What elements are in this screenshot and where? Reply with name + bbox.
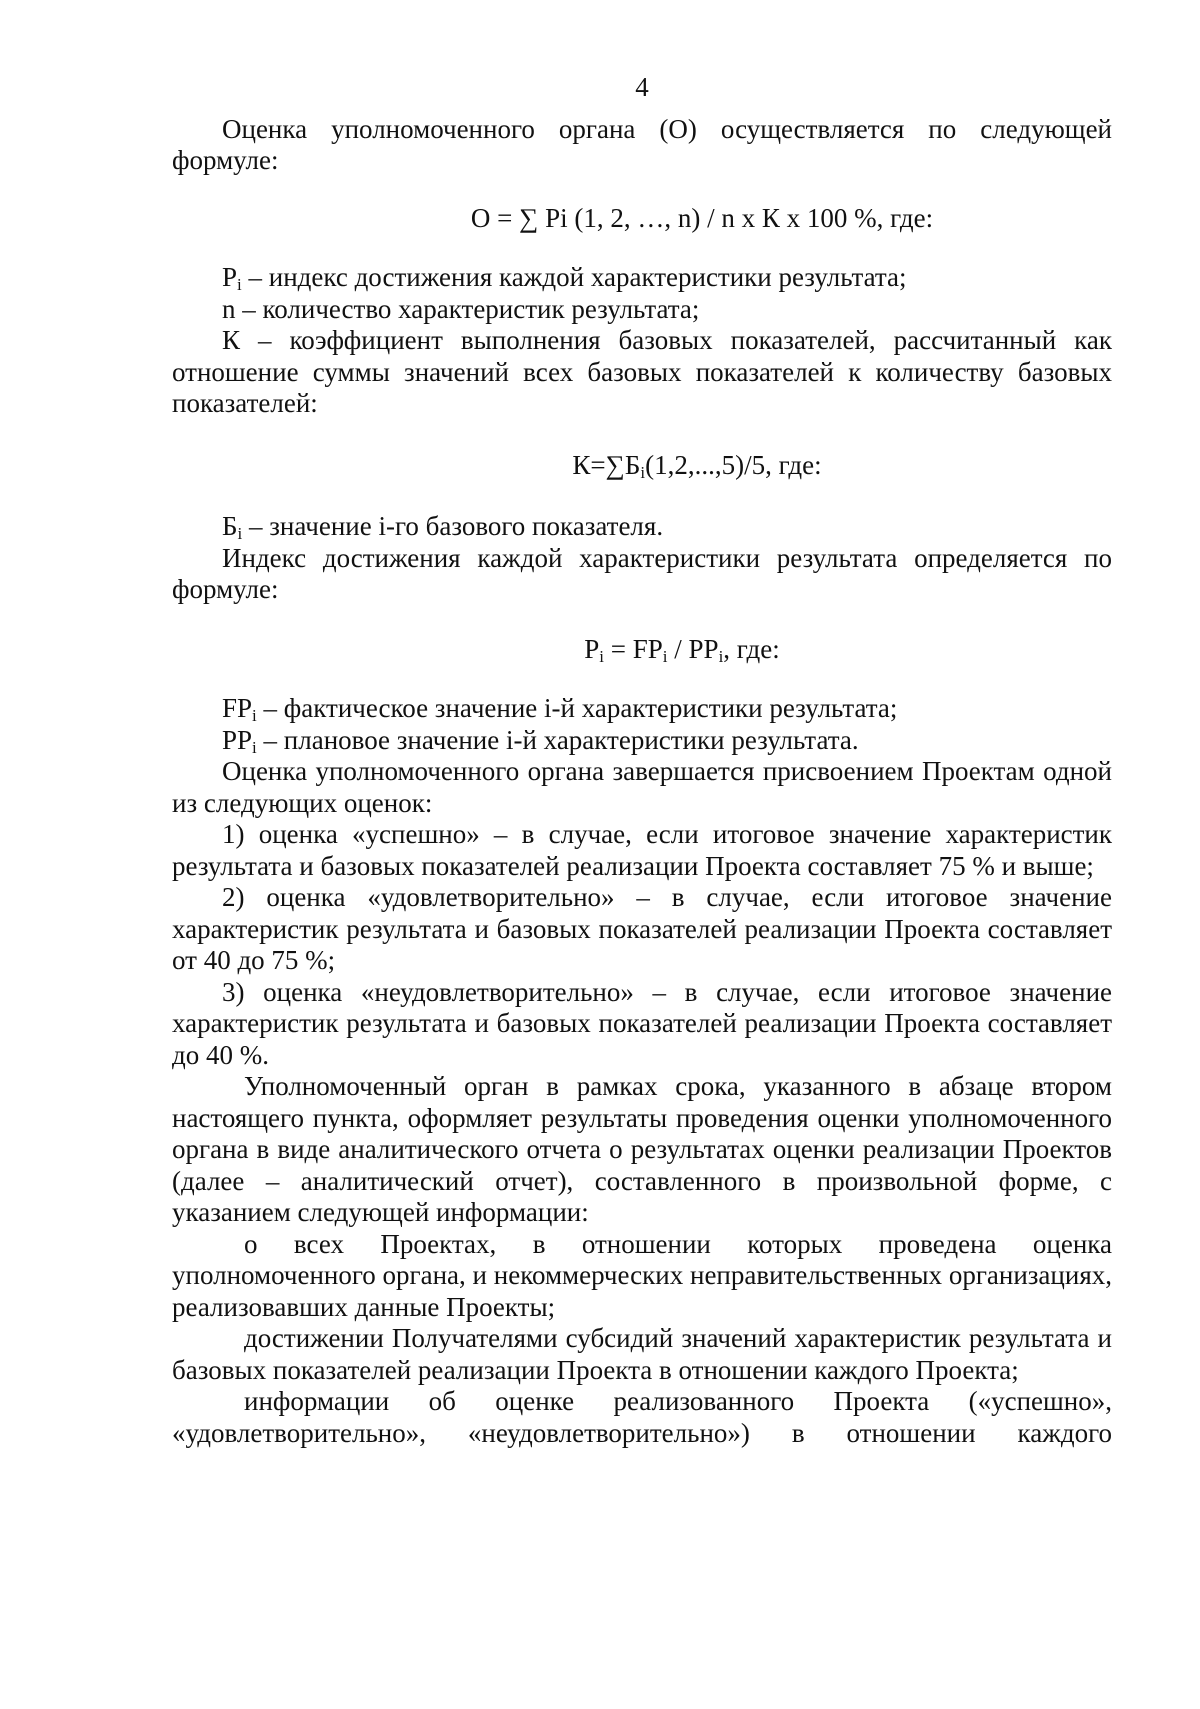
formula-pi-p-sub: i (599, 646, 605, 666)
formula-o-text: О = ∑ Pi (1, 2, …, n) / n х К х 100 %, где: (470, 202, 934, 233)
definition-ppi-letter: PP (222, 724, 253, 755)
formula-k (172, 450, 1112, 482)
definition-fpi-sub: i (252, 706, 257, 725)
definition-ppi-text: – плановое значение i-й характеристики результата. (256, 724, 859, 755)
formula-k-rest: (1,2,...,5)/5 (645, 449, 766, 480)
formula-k-main: К=∑Б (572, 449, 641, 480)
definition-bi-sub: i (237, 524, 243, 543)
definition-bi (172, 511, 1112, 543)
formula-o (172, 203, 1112, 235)
report-item-info: информации об оценке реализованного Проекта («успешно», «удовлетворительно», «неудовлетворительно») в отношении каждого (172, 1386, 1112, 1448)
formula-pi-p: P (584, 633, 600, 664)
grade-unsatisfactory: 3) оценка «неудовлетворительно» – в случае, если итоговое значение характеристик результата и базовых показателей реализации Проекта составляет до 40 %. (172, 976, 1112, 1070)
report-item-achievement: достижении Получателями субсидий значений характеристик результата и базовых показателей реализации Проекта в отношении каждого Проекта; (172, 1323, 1112, 1385)
definition-ppi-sub: i (252, 737, 257, 757)
formula-k-tail: , где: (765, 449, 822, 480)
definition-pi-sub: i (237, 275, 242, 294)
report-item-projects: о всех Проектах, в отношении которых проведена оценка уполномоченного органа, и некоммерческих неправительственных организациях, реализовавших данные Проекты; (172, 1228, 1112, 1322)
formula-pi-tail: , где: (723, 633, 780, 664)
formula-pi-pp-sub: i (718, 646, 724, 666)
paragraph-index: Индекс достижения каждой характеристики результата определяется по формуле: (172, 542, 1112, 604)
definition-fpi-letter: FP (222, 693, 253, 723)
formula-pi-fp-sub: i (662, 646, 668, 666)
formula-pi-div: / PP (667, 633, 719, 664)
paragraph-report: Уполномоченный орган в рамках срока, указанного в абзаце втором настоящего пункта, оформляет результаты проведения оценки уполномоченного органа в виде аналитического отчета о результатах оценки реализации Проектов (далее – аналитический отчет), составленного в произвольной форме, с указанием следующей информации: (172, 1071, 1112, 1227)
definition-pi-letter: P (222, 262, 238, 292)
formula-pi-eq: = FP (604, 633, 663, 664)
definition-fpi (172, 693, 1112, 725)
grade-satisfactory: 2) оценка «удовлетворительно» – в случае, если итоговое значение характеристик результата и базовых показателей реализации Проекта составляет от 40 до 75 %; (172, 882, 1112, 975)
grade-success: 1) оценка «успешно» – в случае, если итоговое значение характеристик результата и базовых показателей реализации Проекта составляет 75 % и выше; (172, 819, 1112, 881)
definition-k: К – коэффициент выполнения базовых показателей, рассчитанный как отношение суммы значений всех базовых показателей к количеству базовых показателей: (172, 325, 1112, 418)
definition-n: n – количество характеристик результата; (222, 293, 700, 324)
paragraph-intro: Оценка уполномоченного органа (О) осуществляется по следующей формуле: (172, 113, 1112, 175)
formula-pi (172, 634, 1112, 666)
document-page (172, 72, 1112, 1449)
definition-bi-letter: Б (222, 511, 238, 541)
formula-k-sub: i (640, 462, 646, 482)
definition-bi-text: – значение i-го базового показателя. (242, 511, 664, 541)
definition-ppi (172, 725, 1112, 757)
definition-fpi-text: – фактическое значение i-й характеристики результата; (256, 693, 898, 723)
paragraph-grades: Оценка уполномоченного органа завершается присвоением Проектам одной из следующих оценок: (172, 756, 1112, 818)
definition-pi (172, 262, 1112, 294)
formula-k-text (572, 450, 821, 480)
definition-pi-text: – индекс достижения каждой характеристики результата; (241, 262, 907, 292)
page-number: 4 (635, 72, 649, 102)
formula-pi-text (584, 634, 780, 664)
